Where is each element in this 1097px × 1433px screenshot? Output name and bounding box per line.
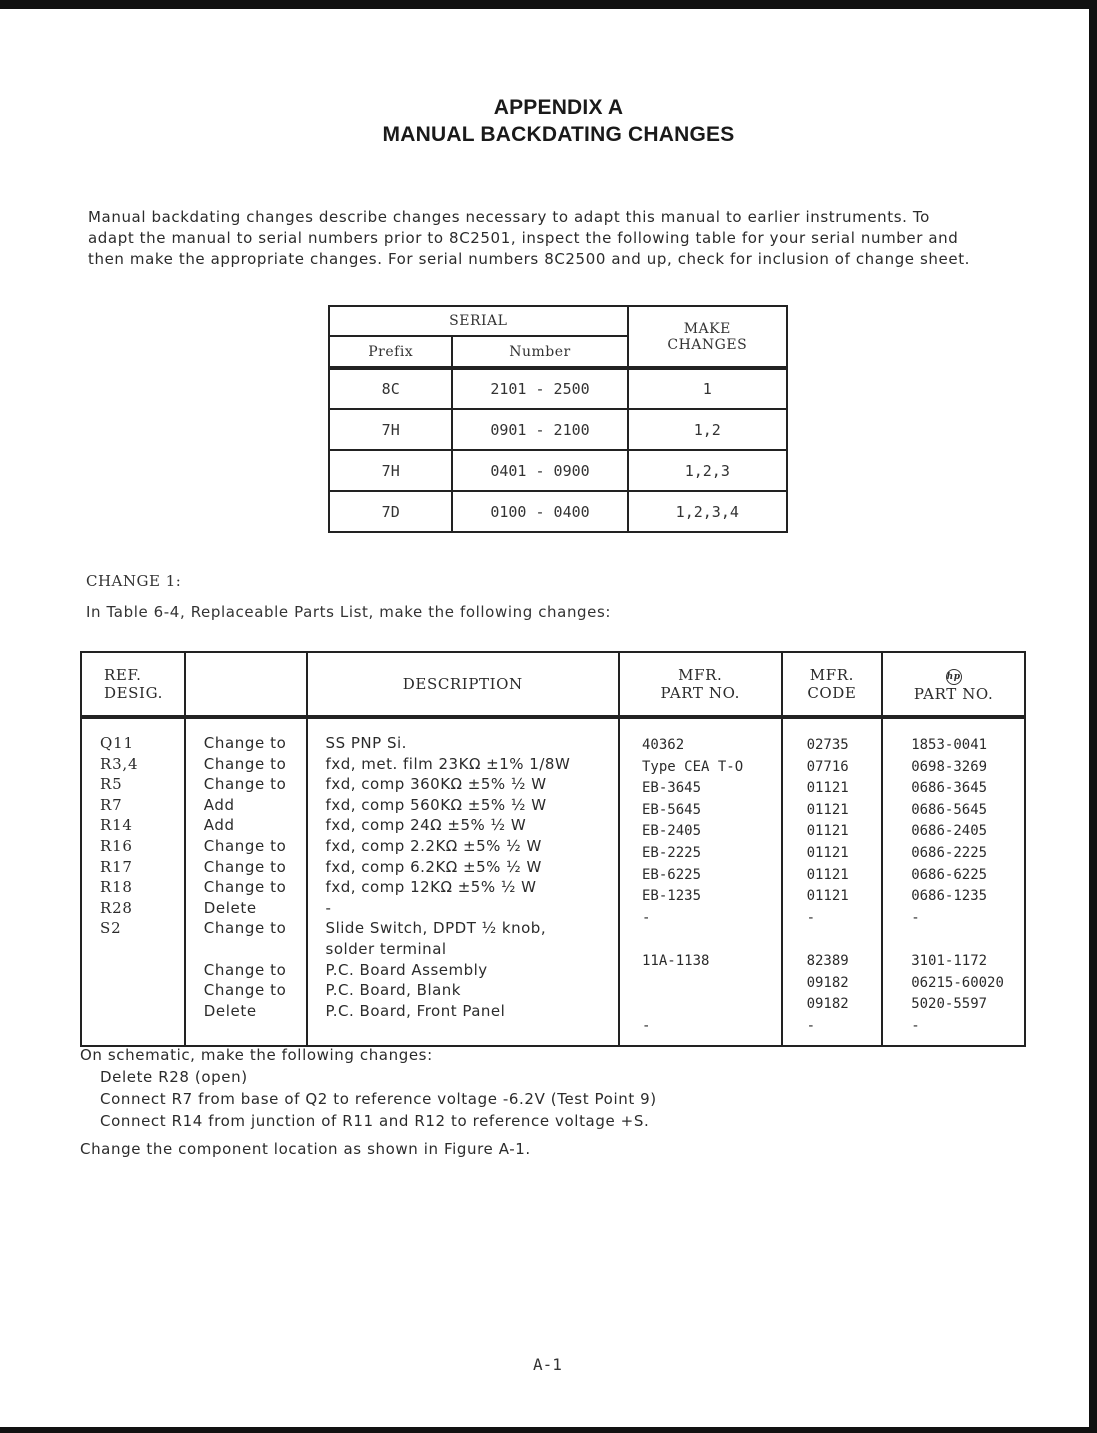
make-changes-header [628,306,787,368]
change-1-heading: CHANGE 1: [86,572,182,590]
ref-desig-column [81,717,185,1046]
hp-part-cell: 0686-5645 [911,801,988,818]
mfr-part-header-line2: PART NO. [660,684,741,702]
parts-table [80,651,1026,1047]
description-cell: fxd, comp 560KΩ ±5% ½ W [325,795,547,814]
mfr-part-cell: EB-2225 [642,844,702,861]
prefix-header: Prefix [329,336,452,368]
mfr-code-cell: 01121 [806,801,849,818]
description-cell: P.C. Board, Front Panel [325,1001,506,1020]
mfr-part-cell: - [642,1017,651,1034]
action-cell: Change to [203,775,287,794]
mfr-part-cell: - [642,909,651,926]
hp-part-cell: 0686-2225 [911,844,988,861]
mfr-code-cell: 01121 [806,888,849,905]
appendix-title: APPENDIX A [493,96,624,119]
action-cell: Change to [203,960,287,979]
description-column [307,717,619,1046]
action-cell: Delete [203,898,257,917]
ref-desig-cell: R3,4 [100,754,139,773]
hp-part-header [882,652,1025,717]
mfr-part-cell: 40362 [642,737,685,753]
description-cell: - [325,898,332,917]
mfr-code-cell: 01121 [806,844,849,861]
change-1-instruction: In Table 6-4, Replaceable Parts List, make the following changes: [86,603,612,621]
serial-changes: 1,2,3,4 [628,491,787,532]
action-cell: Change to [203,857,287,876]
ref-desig-cell: Q11 [100,734,134,752]
intro-paragraph [88,207,1058,270]
mfr-code-cell: 09182 [806,996,849,1013]
make-changes-header-line2: CHANGES [667,336,748,353]
hp-part-cell: 3101-1172 [911,952,988,969]
mfr-code-cell: - [806,1017,816,1034]
ref-desig-cell: R14 [100,816,133,835]
mfr-part-cell: EB-5645 [642,801,702,818]
mfr-part-header [619,652,782,717]
description-cell: P.C. Board, Blank [325,981,461,1000]
mfr-code-header-line1: MFR. [809,666,854,684]
serial-header: SERIAL [329,306,628,336]
hp-part-cell: 0686-1235 [911,888,988,905]
component-location-note: Change the component location as shown in Figure A-1. [80,1140,531,1158]
action-cell: Change to [203,981,287,1000]
ref-desig-cell: R28 [100,898,133,917]
description-cell: fxd, comp 360KΩ ±5% ½ W [325,775,547,794]
description-cell: fxd, comp 6.2KΩ ±5% ½ W [325,857,542,876]
serial-row [329,491,787,532]
mfr-part-cell: EB-2405 [642,823,702,840]
description-cell: SS PNP Si. [325,734,407,752]
mfr-part-cell: Type CEA T-O [642,758,744,775]
mfr-part-column [619,717,782,1046]
description-cell: fxd, comp 24Ω ±5% ½ W [325,816,527,835]
description-cell: P.C. Board Assembly [325,960,488,979]
hp-part-cell [911,928,1024,950]
ref-desig-cell [100,1001,184,1022]
mfr-code-cell: 02735 [806,737,849,753]
mfr-part-cell [642,928,781,950]
description-cell: solder terminal [325,939,447,958]
page-edge-right [1089,0,1097,1433]
mfr-code-cell: 82389 [806,952,849,969]
serial-prefix: 7D [329,491,452,532]
serial-row [329,409,787,450]
ref-desig-cell: R7 [100,795,123,814]
mfr-part-cell [642,972,781,994]
serial-prefix: 7H [329,409,452,450]
serial-changes: 1,2,3 [628,450,787,491]
ref-header-line2: DESIG. [104,684,163,702]
ref-desig-cell: R18 [100,878,133,897]
description-header: DESCRIPTION [307,652,619,717]
action-cell: Delete [203,1001,257,1020]
action-column [185,717,307,1046]
serial-changes: 1,2 [628,409,787,450]
mfr-code-cell: 01121 [806,866,849,883]
mfr-part-cell: 11A-1138 [642,952,710,969]
mfr-part-header-line1: MFR. [678,666,723,684]
schematic-item: Delete R28 (open) [100,1068,248,1086]
hp-part-column [882,717,1025,1046]
action-cell: Add [203,795,235,814]
serial-changes: 1 [628,368,787,409]
ref-desig-cell: R17 [100,857,133,876]
mfr-part-cell: EB-1235 [642,888,702,905]
action-cell: Change to [203,734,287,752]
action-header [185,652,307,717]
mfr-code-cell: - [806,909,816,926]
hp-part-cell: 0686-3645 [911,780,988,797]
parts-body-row [81,717,1025,1046]
mfr-code-header [782,652,883,717]
action-cell: Change to [203,754,287,773]
hp-logo-icon: hp [946,669,962,685]
appendix-subtitle: MANUAL BACKDATING CHANGES [382,123,735,146]
schematic-heading: On schematic, make the following changes: [80,1046,433,1064]
mfr-code-cell: 01121 [806,780,849,797]
hp-part-cell: 0686-2405 [911,823,988,840]
intro-line: then make the appropriate changes. For serial numbers 8C2500 and up, check for inclusion of change sheet. [88,250,971,268]
hp-part-cell: 5020-5597 [911,996,988,1013]
page-edge-top [0,0,1097,9]
hp-part-cell: 0698-3269 [911,758,988,775]
mfr-code-cell: 09182 [806,974,849,991]
schematic-changes [80,1044,657,1160]
page-number: A-1 [533,1355,562,1374]
description-cell: Slide Switch, DPDT ½ knob, [325,919,547,938]
schematic-item: Connect R7 from base of Q2 to reference voltage -6.2V (Test Point 9) [100,1090,657,1108]
description-cell: fxd, comp 12KΩ ±5% ½ W [325,878,537,897]
page-edge-bottom [0,1427,1097,1433]
hp-part-cell: - [911,1017,920,1034]
ref-desig-cell [100,980,184,1001]
mfr-code-column [782,717,883,1046]
hp-part-header-line2: PART NO. [913,685,994,703]
serial-number-range: 0401 - 0900 [452,450,627,491]
serial-row [329,450,787,491]
ref-header-line1: REF. [104,666,142,684]
mfr-part-cell: EB-3645 [642,780,702,797]
ref-desig-cell: R16 [100,836,133,855]
hp-part-cell: 06215-60020 [911,974,1004,991]
mfr-code-cell: 01121 [806,823,849,840]
action-cell: Change to [203,836,287,855]
mfr-part-cell [642,993,781,1015]
ref-desig-header [81,652,185,717]
hp-part-cell: 1853-0041 [911,737,988,753]
serial-number-range: 0100 - 0400 [452,491,627,532]
serial-table [328,305,788,533]
action-cell: Change to [203,878,287,897]
serial-number-range: 0901 - 2100 [452,409,627,450]
schematic-item: Connect R14 from junction of R11 and R12 to reference voltage +S. [100,1112,650,1130]
serial-prefix: 7H [329,450,452,491]
description-cell: fxd, met. film 23KΩ ±1% 1/8W [325,754,571,773]
intro-line: adapt the manual to serial numbers prior to 8C2501, inspect the following table for your serial number and [88,229,959,247]
ref-desig-cell [100,939,184,960]
mfr-code-cell [807,928,882,950]
hp-part-cell: - [911,909,920,926]
serial-row [329,368,787,409]
ref-desig-cell [100,960,184,981]
action-cell: Add [203,816,235,835]
serial-prefix: 8C [329,368,452,409]
hp-part-cell: 0686-6225 [911,866,988,883]
serial-number-range: 2101 - 2500 [452,368,627,409]
action-cell: Change to [203,919,287,938]
mfr-part-cell: EB-6225 [642,866,702,883]
mfr-code-cell: 07716 [806,758,849,775]
description-cell: fxd, comp 2.2KΩ ±5% ½ W [325,836,542,855]
action-cell [204,939,306,960]
make-changes-header-line1: MAKE [683,320,731,337]
number-header: Number [452,336,627,368]
ref-desig-cell: S2 [100,919,122,938]
ref-desig-cell: R5 [100,775,123,794]
mfr-code-header-line2: CODE [807,684,857,702]
intro-line: Manual backdating changes describe changes necessary to adapt this manual to earlier instruments. To [88,208,930,226]
